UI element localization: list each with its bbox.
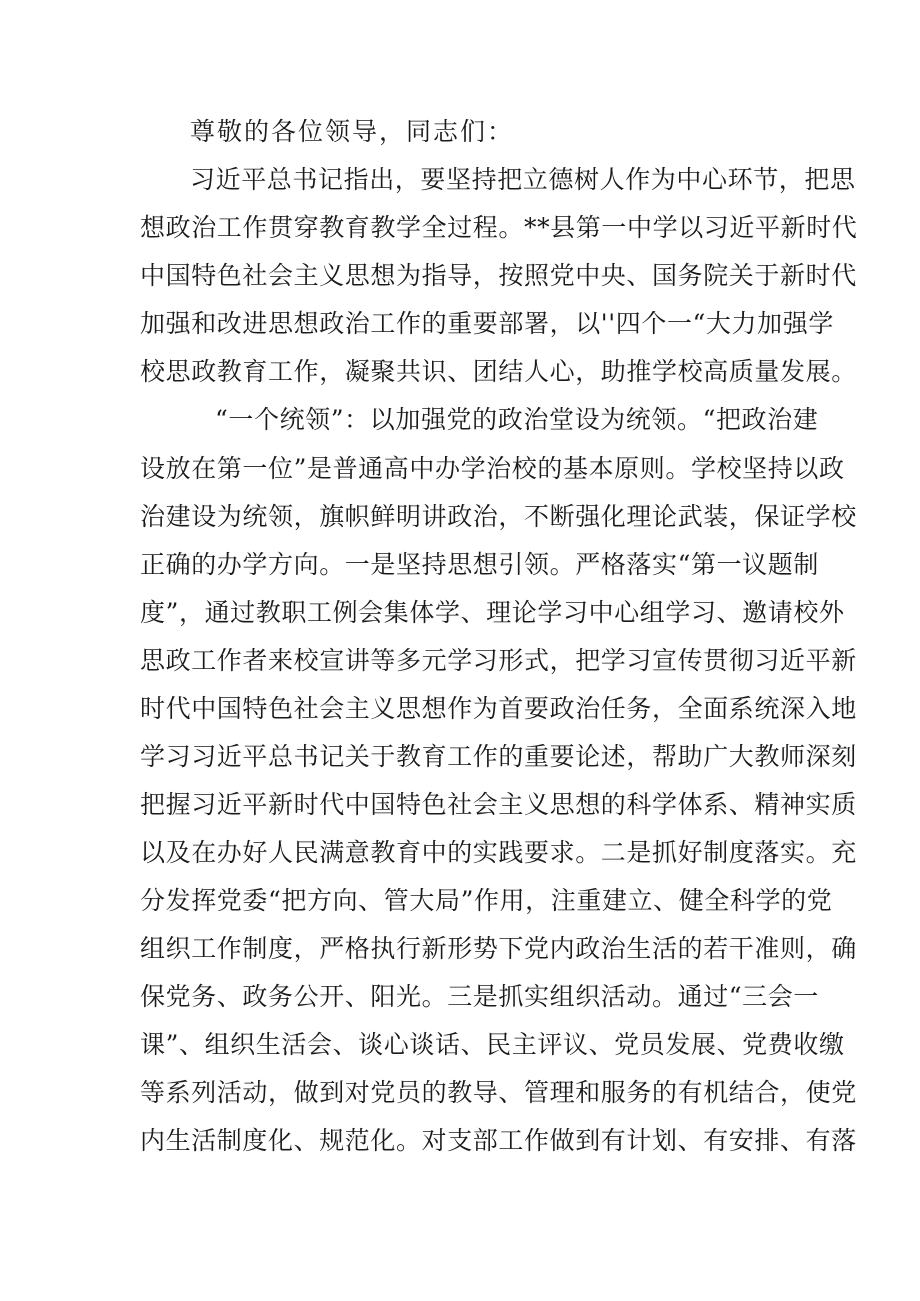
paragraph-2-line: 把握习近平新时代中国特色社会主义思想的科学体系、精神实质	[140, 790, 857, 819]
paragraph-2-line: 组织工作制度，严格执行新形势下党内政治生活的若干准则，确	[140, 934, 857, 963]
paragraph-2-line: 度”，通过教职工例会集体学、理论学习中心组学习、邀请校外	[140, 598, 845, 627]
paragraph-2-line: 思政工作者来校宣讲等多元学习形式，把学习宣传贯彻习近平新	[140, 646, 857, 675]
paragraph-1-line: 校思政教育工作，凝聚共识、团结人心，助推学校高质量发展。	[140, 357, 857, 386]
paragraph-2-line: 学习习近平总书记关于教育工作的重要论述，帮助广大教师深刻	[140, 742, 857, 771]
paragraph-2-line: 课”、组织生活会、谈心谈话、民主评议、党员发展、党费收缴	[140, 1030, 845, 1059]
paragraph-2-line: 等系列活动，做到对党员的教导、管理和服务的有机结合，使党	[140, 1078, 857, 1107]
paragraph-1-line: 习近平总书记指出，要坚持把立德树人作为中心环节，把思	[190, 165, 856, 194]
paragraph-2-line: 时代中国特色社会主义思想作为首要政治任务，全面系统深入地	[140, 694, 857, 723]
paragraph-2-line: 内生活制度化、规范化。对支部工作做到有计划、有安排、有落	[140, 1126, 857, 1155]
paragraph-2-line: 治建设为统领，旗帜鲜明讲政治，不断强化理论武装，保证学校	[140, 502, 857, 531]
paragraph-2-line: 保党务、政务公开、阳光。三是抓实组织活动。通过“三会一	[140, 982, 819, 1011]
paragraph-2-line: 正确的办学方向。一是坚持思想引领。严格落实“第一议题制	[140, 550, 819, 579]
paragraph-1-line: 想政治工作贯穿教育教学全过程。**县第一中学以习近平新时代	[140, 213, 858, 242]
paragraph-2-line: “一个统领”：以加强党的政治堂设为统领。“把政治建	[215, 405, 819, 434]
paragraph-2-line: 分发挥党委“把方向、管大局”作用，注重建立、健全科学的党	[140, 886, 833, 915]
paragraph-1-line: 中国特色社会主义思想为指导，按照党中央、国务院关于新时代	[140, 261, 857, 290]
paragraph-2-line: 设放在第一位”是普通高中办学治校的基本原则。学校坚持以政	[140, 454, 845, 483]
salutation: 尊敬的各位领导，同志们：	[190, 117, 515, 146]
paragraph-1-line: 加强和改进思想政治工作的重要部署，以''四个一“大力加强学	[140, 309, 834, 338]
paragraph-2-line: 以及在办好人民满意教育中的实践要求。二是抓好制度落实。充	[140, 838, 857, 867]
